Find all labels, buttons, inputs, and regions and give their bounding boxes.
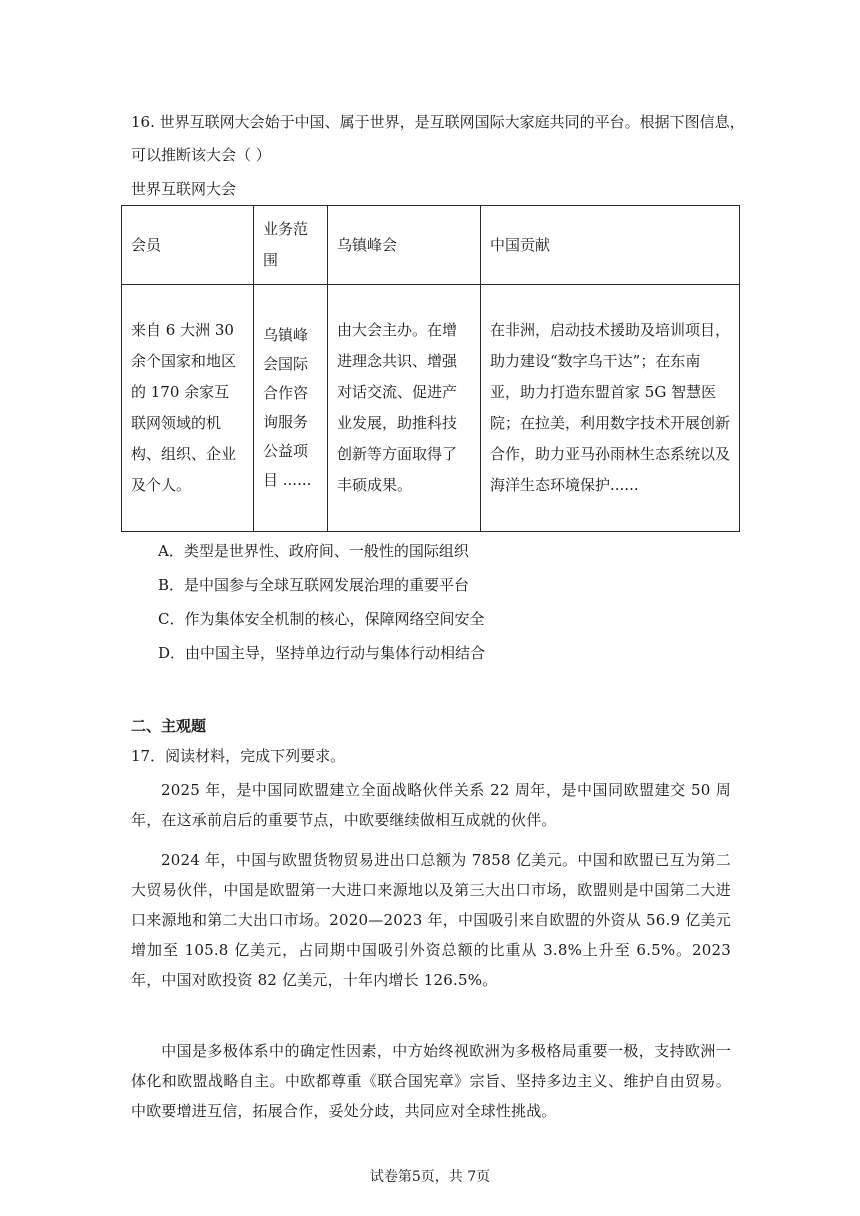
cell-china-contribution: 在非洲，启动技术援助及培训项目，助力建设“数字乌干达”；在东南亚，助力打造东盟首家 5G 智慧医院；在拉美，利用数字技术开展创新合作，助力亚马孙雨林生态系统以及海洋生态环境保护...... (481, 285, 740, 532)
question-16-stem-line2: 可以推断该大会（ ） (131, 146, 271, 164)
option-d[interactable]: D．由中国主导，坚持单边行动与集体行动相结合 (158, 644, 486, 662)
info-table (121, 205, 740, 532)
question-16-stem-line1: 16. 世界互联网大会始于中国、属于世界，是互联网国际大家庭共同的平台。根据下图信息， (131, 113, 745, 131)
header-scope: 业务范围 (254, 206, 328, 285)
page-footer: 试卷第5页，共 7页 (369, 1169, 491, 1185)
option-a[interactable]: A．类型是世界性、政府间、一般性的国际组织 (158, 542, 469, 560)
header-wuzhen-summit: 乌镇峰会 (328, 206, 481, 285)
material-paragraph-2: 2024 年，中国与欧盟货物贸易进出口总额为 7858 亿美元。中国和欧盟已互为第二大贸易伙伴，中国是欧盟第一大进口来源地以及第三大出口市场，欧盟则是中国第二大进口来源地和第二大出口市场。2020—2023 年，中国吸引来自欧盟的外资从 56.9 亿美元增加至 105.8 亿美元，占同期中国吸引外资总额的比重从 3.8%上升至 6.5%。2023 年，中国对欧投资 82 亿美元，十年内增长 126.5%。 (131, 851, 731, 989)
cell-members: 来自 6 大洲 30 余个国家和地区的 170 余家互联网领域的机构、组织、企业及个人。 (122, 285, 254, 532)
header-members: 会员 (122, 206, 254, 285)
table-caption: 世界互联网大会 (131, 180, 237, 198)
material-paragraph-3: 中国是多极体系中的确定性因素，中方始终视欧洲为多极格局重要一极，支持欧洲一体化和欧盟战略自主。中欧都尊重《联合国宪章》宗旨、坚持多边主义、维护自由贸易。中欧要增进互信，拓展合作，妥处分歧，共同应对全球性挑战。 (131, 1042, 731, 1120)
option-c[interactable]: C．作为集体安全机制的核心，保障网络空间安全 (158, 610, 485, 628)
material-paragraph-1: 2025 年，是中国同欧盟建立全面战略伙伴关系 22 周年，是中国同欧盟建交 50 周年，在这承前启后的重要节点，中欧要继续做相互成就的伙伴。 (131, 781, 731, 829)
table-header-row (122, 206, 740, 285)
section-title: 二、主观题 (131, 717, 207, 735)
option-b[interactable]: B．是中国参与全球互联网发展治理的重要平台 (158, 576, 470, 594)
header-china-contribution: 中国贡献 (481, 206, 740, 285)
question-17-title: 17．阅读材料，完成下列要求。 (131, 747, 346, 765)
cell-scope: 乌镇峰会国际合作咨询服务公益项目 ...... (254, 285, 328, 532)
table-body-row (122, 285, 740, 532)
cell-wuzhen-summit: 由大会主办。在增进理念共识、增强对话交流、促进产业发展，助推科技创新等方面取得了丰硕成果。 (328, 285, 481, 532)
